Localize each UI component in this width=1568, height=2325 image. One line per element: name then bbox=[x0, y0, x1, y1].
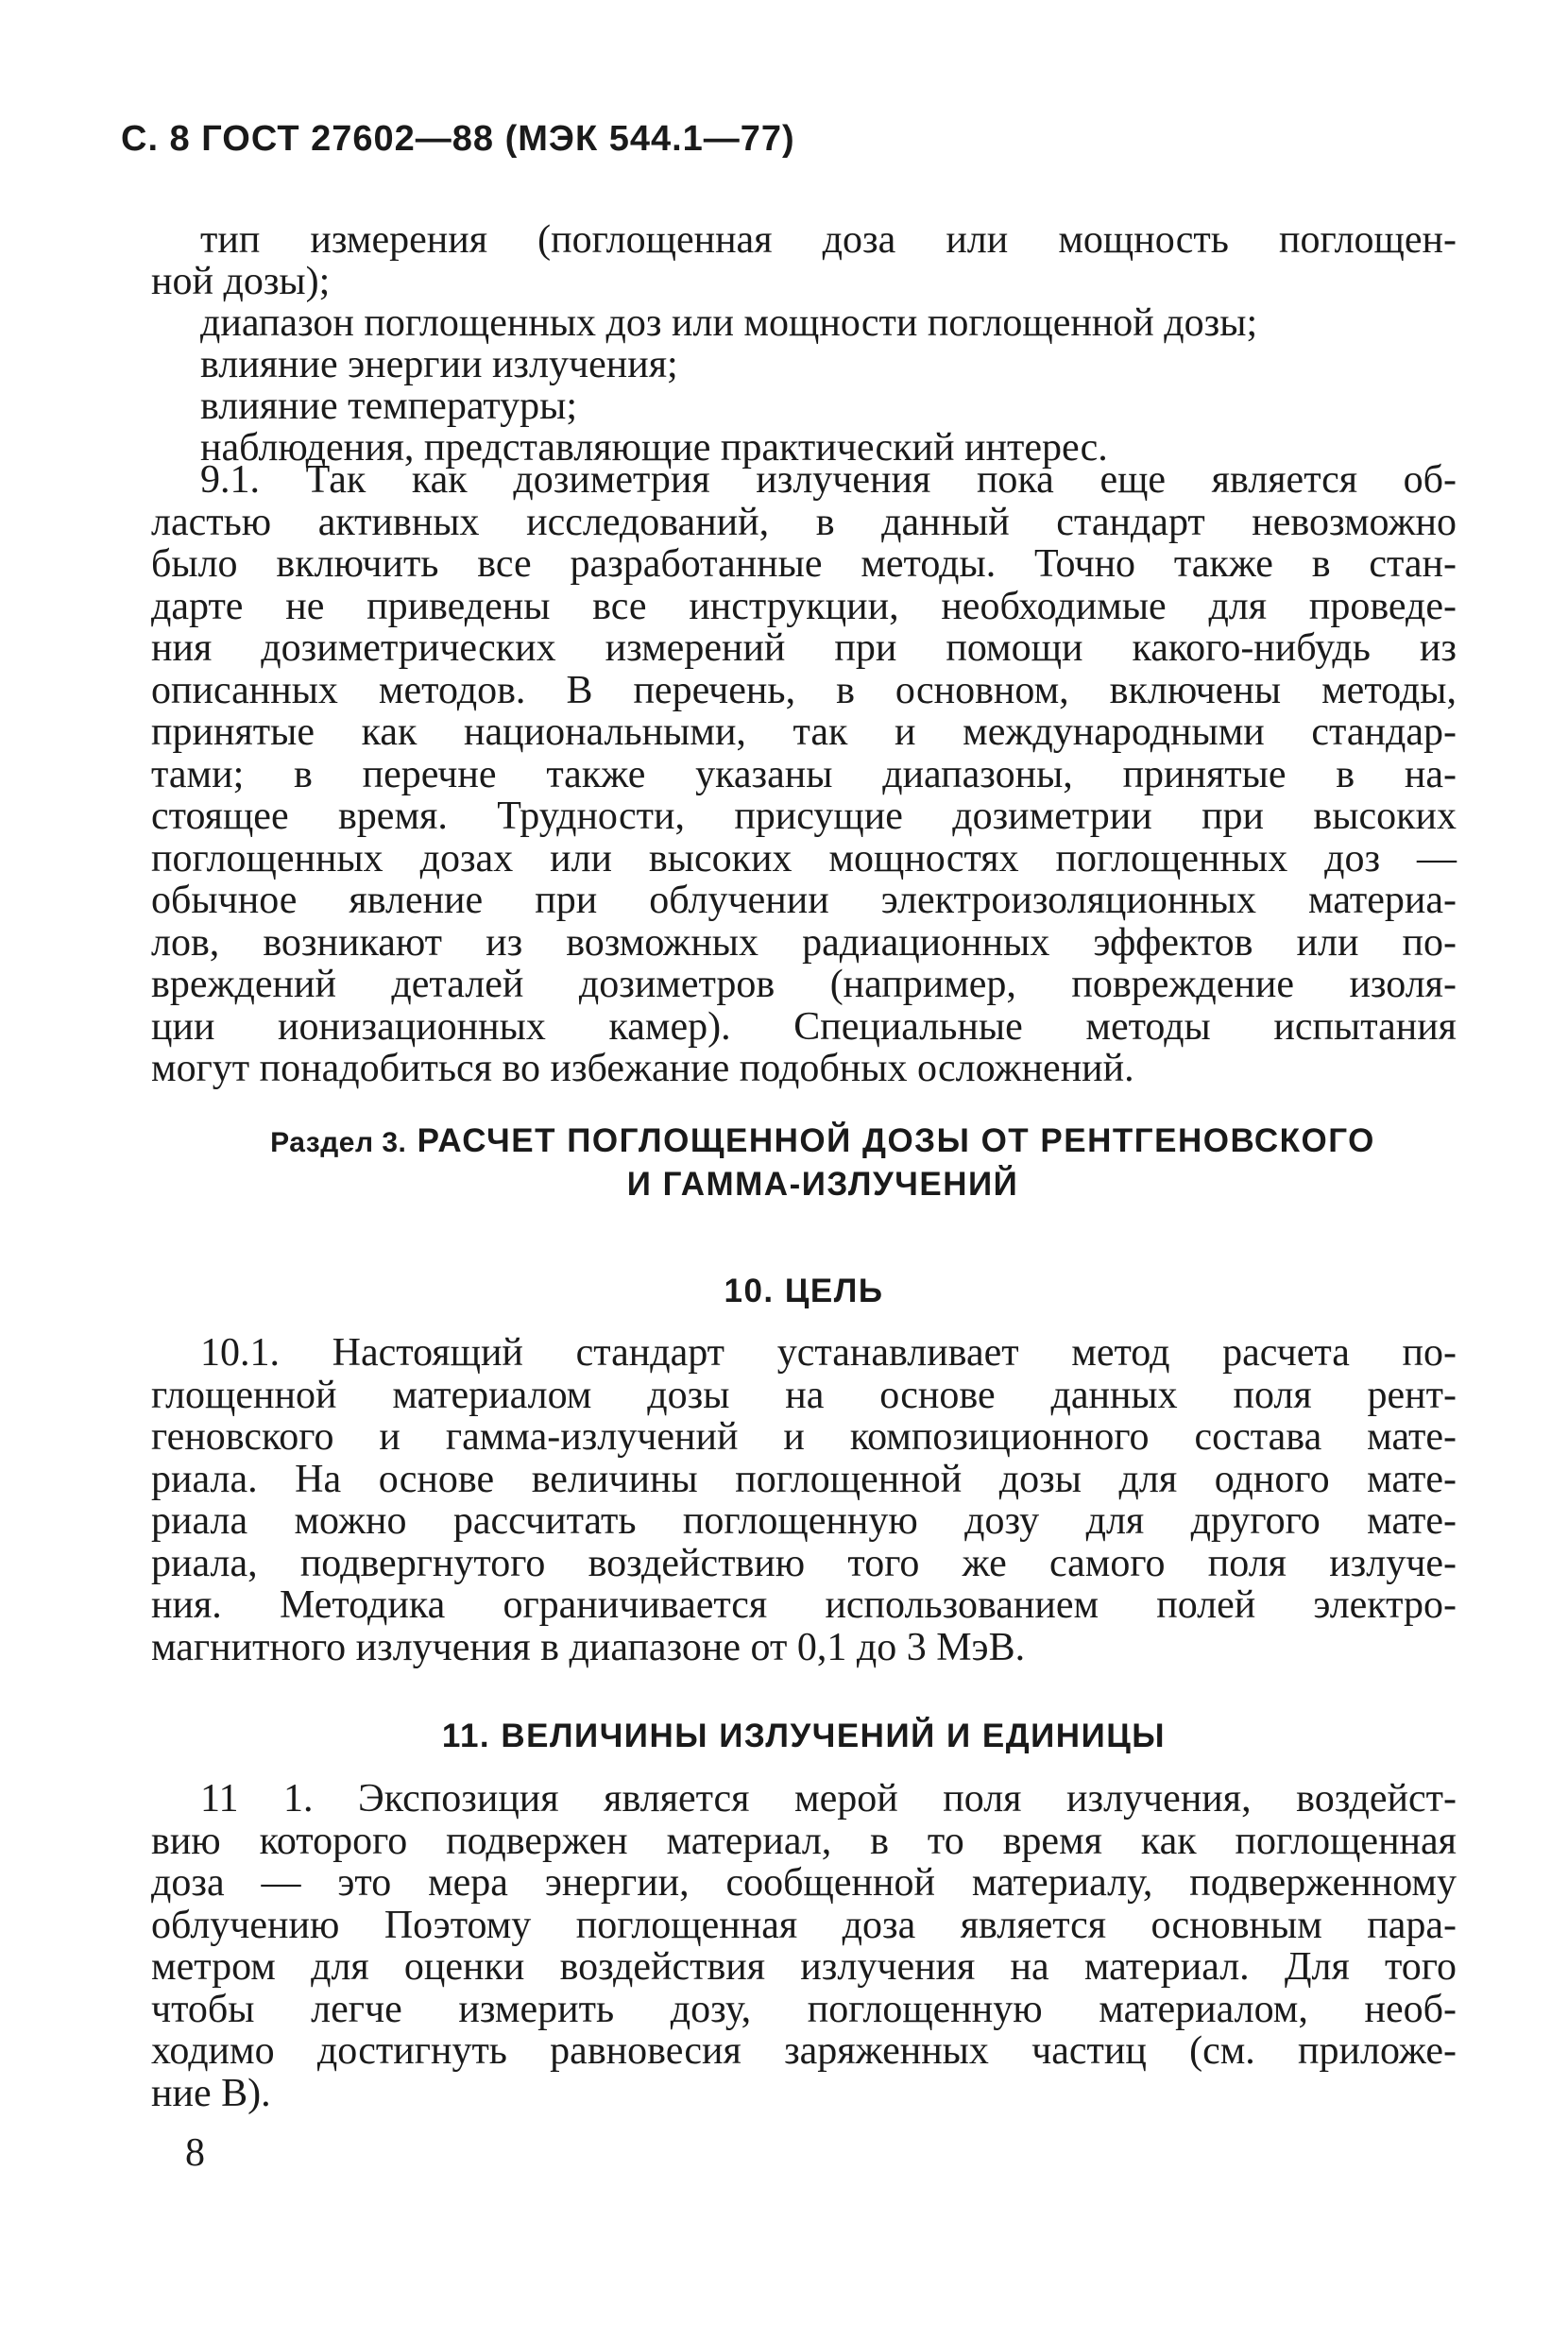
paragraph-line: облучению Поэтому поглощенная доза является основным пара- bbox=[151, 1903, 1457, 1947]
section-3-lead: Раздел 3. bbox=[270, 1127, 407, 1158]
list-line: диапазон поглощенных доз или мощности поглощенной дозы; bbox=[200, 301, 1258, 345]
paragraph-line: риала можно рассчитать поглощенную дозу для другого мате- bbox=[151, 1499, 1457, 1543]
paragraph-line: 9.1. Так как дозиметрия излучения пока еще является об- bbox=[200, 458, 1457, 502]
paragraph-line: тами; в перечне также указаны диапазоны, принятые в на- bbox=[151, 752, 1457, 796]
paragraph-line: ции ионизационных камер). Специальные методы испытания bbox=[151, 1004, 1457, 1049]
intro-list bbox=[151, 219, 1457, 469]
paragraph-line: ластью активных исследований, в данный стандарт невозможно bbox=[151, 500, 1457, 544]
paragraph-line: метром для оценки воздействия излучения на материал. Для того bbox=[151, 1945, 1457, 1989]
paragraph-line: обычное явление при облучении электроизоляционных материа- bbox=[151, 879, 1457, 922]
paragraph-line: вреждений деталей дозиметров (например, повреждение изоля- bbox=[151, 963, 1457, 1006]
paragraph-line: стоящее время. Трудности, присущие дозиметрии при высоких bbox=[151, 795, 1457, 838]
paragraph-line: риала. На основе величины поглощенной дозы для одного мате- bbox=[151, 1457, 1457, 1501]
paragraph-line: могут понадобиться во избежание подобных осложнений. bbox=[151, 1047, 1134, 1090]
paragraph-line: геновского и гамма-излучений и композиционного состава мате- bbox=[151, 1415, 1457, 1459]
paragraph-line: было включить все разработанные методы. Точно также в стан- bbox=[151, 542, 1457, 586]
paragraph-9-1 bbox=[151, 459, 1457, 1090]
paragraph-line: риала, подвергнутого воздействию того же самого поля излуче- bbox=[151, 1541, 1457, 1585]
paragraph-11-1 bbox=[151, 1778, 1457, 2114]
paragraph-line: чтобы легче измерить дозу, поглощенную материалом, необ- bbox=[151, 1987, 1457, 2031]
paragraph-line: ния. Методика ограничивается использованием полей электро- bbox=[151, 1583, 1457, 1627]
paragraph-line: ние В). bbox=[151, 2071, 271, 2115]
list-line: влияние температуры; bbox=[200, 385, 578, 428]
heading-10: 10. ЦЕЛЬ bbox=[724, 1273, 884, 1309]
list-line: наблюдения, представляющие практический интерес. bbox=[200, 426, 1108, 470]
paragraph-line: 10.1. Настоящий стандарт устанавливает метод расчета по- bbox=[200, 1331, 1457, 1375]
paragraph-line: принятые как национальными, так и международными стандар- bbox=[151, 710, 1457, 754]
paragraph-10-1 bbox=[151, 1332, 1457, 1668]
paragraph-line: лов, возникают из возможных радиационных эффектов или по- bbox=[151, 920, 1457, 965]
list-line: ной дозы); bbox=[151, 260, 331, 303]
paragraph-line: вию которого подвержен материал, в то время как поглощенная bbox=[151, 1819, 1457, 1863]
paragraph-line: дарте не приведены все инструкции, необходимые для проведе- bbox=[151, 584, 1457, 628]
paragraph-line: ния дозиметрических измерений при помощи какого-нибудь из bbox=[151, 626, 1457, 670]
paragraph-line: ходимо достигнуть равновесия заряженных частиц (см. приложе- bbox=[151, 2029, 1457, 2073]
section-3-title-part-1: РАСЧЕТ ПОГЛОЩЕННОЙ ДОЗЫ ОТ РЕНТГЕНОВСКОГО bbox=[417, 1122, 1375, 1159]
paragraph-line: глощенной материалом дозы на основе данных поля рент- bbox=[151, 1373, 1457, 1417]
heading-11: 11. ВЕЛИЧИНЫ ИЗЛУЧЕНИЙ И ЕДИНИЦЫ bbox=[441, 1718, 1167, 1754]
list-line: влияние энергии излучения; bbox=[200, 343, 678, 386]
section-3-title-line-1 bbox=[189, 1120, 1457, 1164]
section-3-title-line-2: И ГАММА-ИЗЛУЧЕНИЙ bbox=[626, 1166, 1019, 1203]
page-number: 8 bbox=[185, 2131, 205, 2175]
paragraph-line: магнитного излучения в диапазоне от 0,1 до 3 МэВ. bbox=[151, 1625, 1026, 1669]
paragraph-line: поглощенных дозах или высоких мощностях поглощенных доз — bbox=[151, 836, 1457, 880]
paragraph-line: доза — это мера энергии, сообщенной материалу, подверженному bbox=[151, 1861, 1457, 1905]
list-line: тип измерения (поглощенная доза или мощность поглощен- bbox=[200, 218, 1457, 262]
paragraph-line: 11 1. Экспозиция является мерой поля излучения, воздейст- bbox=[200, 1777, 1457, 1821]
paragraph-line: описанных методов. В перечень, в основном, включены методы, bbox=[151, 668, 1457, 712]
running-header: С. 8 ГОСТ 27602—88 (МЭК 544.1—77) bbox=[121, 119, 795, 159]
section-3-heading bbox=[189, 1120, 1457, 1205]
